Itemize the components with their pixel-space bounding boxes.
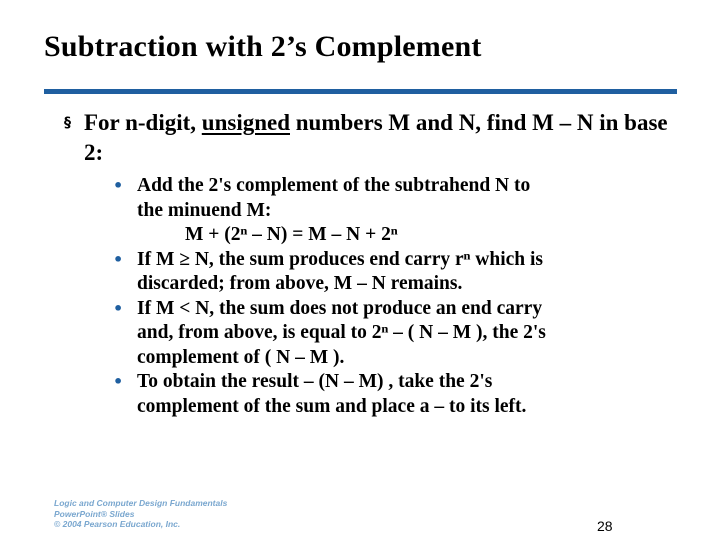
- footer-line: PowerPoint® Slides: [54, 508, 135, 519]
- section-bullet-icon: §: [64, 115, 71, 131]
- sub-bullet-line: If M ≥ N, the sum produces end carry rⁿ which is: [137, 248, 544, 270]
- sub-bullet-line: complement of ( N – M ).: [137, 346, 345, 368]
- slide-title: Subtraction with 2’s Complement: [44, 30, 482, 63]
- sub-bullet-obtain-result: [113, 370, 683, 419]
- footer-line: © 2004 Pearson Education, Inc.: [54, 519, 181, 529]
- page-number: 28: [597, 518, 613, 534]
- sub-bullet-line: complement of the sum and place a – to its left.: [137, 395, 527, 417]
- main-bullet: [64, 108, 674, 168]
- sub-bullet-line: Add the 2's complement of the subtrahend N to: [137, 175, 531, 196]
- main-bullet-underlined-word: unsigned: [201, 110, 290, 135]
- sub-bullet-add-complement: [113, 174, 683, 248]
- sub-bullet-line: discarded; from above, M – N remains.: [137, 273, 463, 294]
- sub-bullet-line: If M < N, the sum does not produce an end carry: [137, 297, 543, 319]
- footer-publisher-logo: [54, 498, 227, 530]
- sub-bullet-line: and, from above, is equal to 2ⁿ – ( N – M ), the 2's: [137, 322, 546, 343]
- sub-bullet-line: To obtain the result – (N – M) , take the 2's: [137, 371, 493, 392]
- main-bullet-text: [84, 108, 674, 168]
- formula: M + (2ⁿ – N) = M – N + 2ⁿ: [185, 224, 398, 245]
- main-bullet-suffix: numbers M and N, find M – N in base 2:: [84, 110, 668, 165]
- title-divider: [44, 89, 677, 94]
- bullet-dot-icon: •: [113, 372, 124, 391]
- footer-line: Logic and Computer Design Fundamentals: [54, 498, 228, 508]
- bullet-dot-icon: •: [113, 249, 124, 269]
- sub-bullet-list: [113, 174, 683, 419]
- sub-bullet-m-greater-equal: [113, 248, 683, 297]
- main-bullet-prefix: For n-digit,: [84, 110, 202, 135]
- sub-bullet-line: the minuend M:: [137, 199, 272, 221]
- sub-bullet-m-less: [113, 297, 683, 371]
- bullet-dot-icon: •: [113, 176, 124, 195]
- bullet-dot-icon: •: [113, 298, 124, 318]
